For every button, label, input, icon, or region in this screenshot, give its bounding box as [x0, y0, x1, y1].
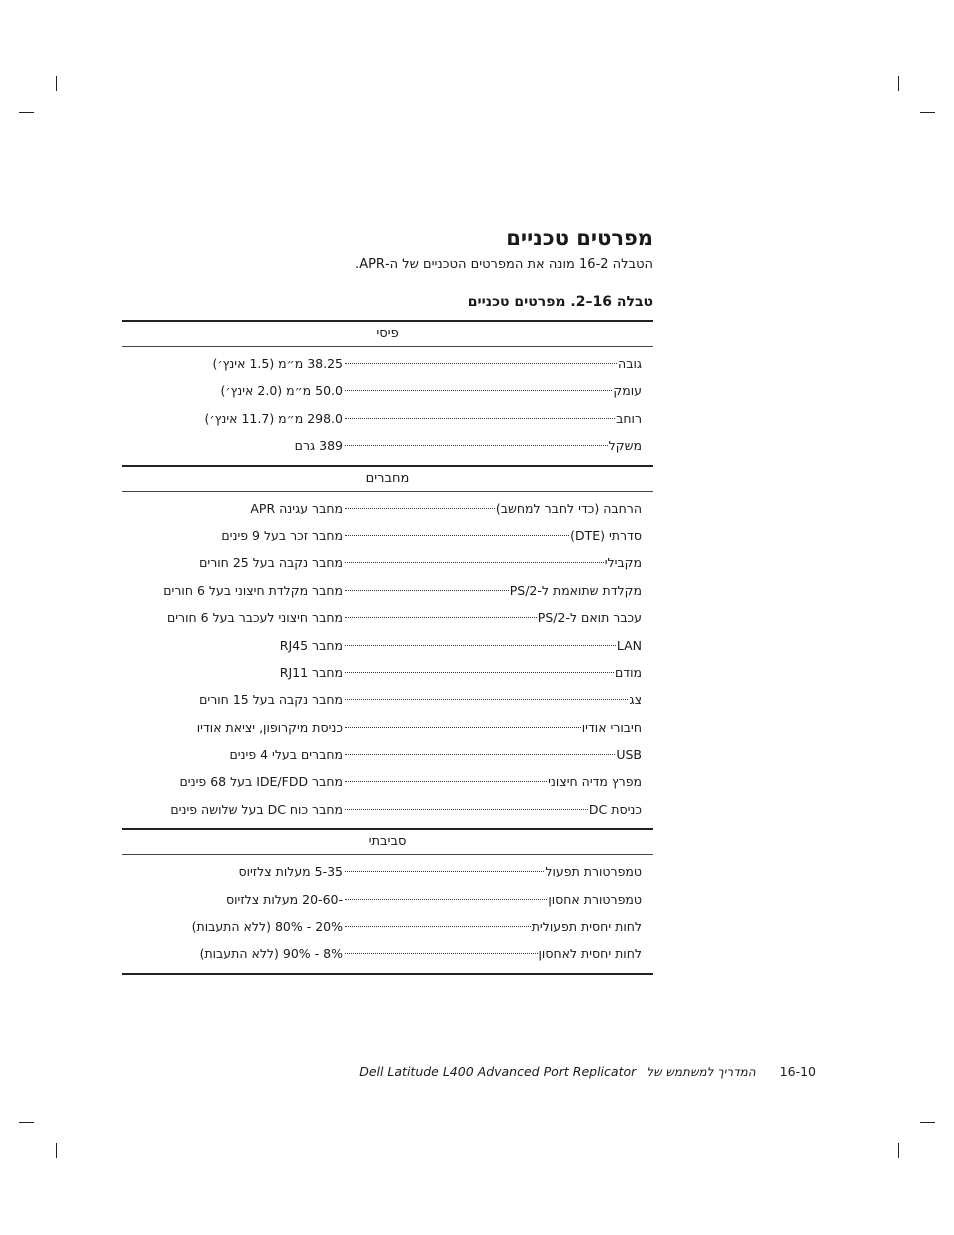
- dot-leader: [345, 754, 615, 755]
- spec-label: לחות יחסית תפעולית: [531, 919, 642, 935]
- spec-label-cell: [344, 886, 642, 913]
- crop-mark: [19, 1122, 34, 1123]
- spec-value: מחבר עגינה APR: [250, 500, 343, 516]
- spec-label: הרחבה (כדי לחבר למחשב): [495, 500, 642, 516]
- spec-value: 8% - 90% (ללא התעבות): [199, 946, 343, 962]
- spec-value: מחבר זכר בעל 9 פינים: [221, 527, 343, 543]
- table-caption: טבלה 16–2. מפרטים טכניים: [467, 294, 653, 310]
- section-heading: סביבתי: [122, 830, 653, 855]
- dot-leader: [345, 699, 628, 700]
- spec-label: רוחב: [616, 410, 642, 426]
- crop-mark: [898, 1143, 899, 1158]
- spec-label: מקבילי: [604, 555, 642, 571]
- crop-mark: [898, 76, 899, 91]
- spec-row: [122, 659, 653, 686]
- spec-label-cell: [344, 549, 642, 576]
- spec-value: 298.0 מ״מ (11.7 אינץ׳): [204, 410, 343, 426]
- spec-label: טמפרטורת תפעול: [545, 864, 642, 880]
- spec-label: מקלדת שתואמת ל-PS/2: [509, 582, 642, 598]
- spec-row: [122, 522, 653, 549]
- dot-leader: [345, 953, 538, 954]
- dot-leader: [345, 926, 531, 927]
- dot-leader: [345, 445, 608, 446]
- spec-label: מודם: [614, 664, 642, 680]
- spec-label-cell: [344, 858, 642, 885]
- spec-label-cell: [344, 377, 642, 404]
- spec-value: 5-35 מעלות צלזיוס: [238, 864, 343, 880]
- spec-row: [122, 768, 653, 795]
- dot-leader: [345, 781, 547, 782]
- spec-row: [122, 432, 653, 459]
- spec-row: [122, 940, 653, 967]
- spec-value: מחבר IDE/FDD בעל 68 פינים: [179, 774, 343, 790]
- spec-label-cell: [344, 632, 642, 659]
- dot-leader: [345, 508, 495, 509]
- crop-mark: [56, 76, 57, 91]
- spec-row: [122, 495, 653, 522]
- dot-leader: [345, 562, 604, 563]
- dot-leader: [345, 590, 509, 591]
- spec-row: [122, 350, 653, 377]
- spec-row: [122, 405, 653, 432]
- spec-label-cell: [344, 432, 642, 459]
- section-rows: [122, 347, 653, 467]
- crop-mark: [920, 112, 935, 113]
- spec-row: [122, 377, 653, 404]
- spec-value: 50.0 מ״מ (2.0 אינץ׳): [220, 383, 343, 399]
- spec-value: מחבר חיצוני לעכבר בעל 6 חורים: [166, 610, 343, 626]
- spec-row: [122, 549, 653, 576]
- spec-label-cell: [344, 405, 642, 432]
- dot-leader: [345, 535, 569, 536]
- dot-leader: [345, 672, 614, 673]
- spec-label: טמפרטורת אחסון: [548, 891, 642, 907]
- spec-row: [122, 741, 653, 768]
- spec-label-cell: [344, 350, 642, 377]
- spec-value: 389 גרם: [294, 438, 343, 454]
- page-number: 16-10: [779, 1064, 816, 1079]
- spec-value: 20% - 80% (ללא התעבות): [191, 919, 343, 935]
- spec-label-cell: [344, 522, 642, 549]
- spec-row: [122, 913, 653, 940]
- spec-row: [122, 714, 653, 741]
- section-rows: [122, 855, 653, 975]
- spec-label-cell: [344, 686, 642, 713]
- spec-label-cell: [344, 604, 642, 631]
- spec-label: מפרץ מדיה חיצוני: [548, 774, 642, 790]
- spec-label: משקל: [608, 438, 642, 454]
- spec-row: [122, 577, 653, 604]
- spec-value: מחבר כוח DC בעל שלושה פינים: [170, 801, 343, 817]
- dot-leader: [345, 809, 588, 810]
- crop-mark: [56, 1143, 57, 1158]
- spec-value: -20-60 מעלות צלזיוס: [226, 891, 343, 907]
- dot-leader: [345, 899, 547, 900]
- spec-value: מחברים בעלי 4 פינים: [229, 747, 343, 763]
- crop-mark: [19, 112, 34, 113]
- section-rows: [122, 492, 653, 831]
- crop-mark: [920, 1122, 935, 1123]
- spec-row: [122, 632, 653, 659]
- spec-row: [122, 886, 653, 913]
- dot-leader: [345, 645, 616, 646]
- spec-table: [122, 320, 653, 975]
- spec-label: חיבורי אודיו: [581, 719, 642, 735]
- spec-label-cell: [344, 714, 642, 741]
- spec-label: עומק: [613, 383, 642, 399]
- spec-label-cell: [344, 659, 642, 686]
- spec-row: [122, 686, 653, 713]
- spec-label-cell: [344, 577, 642, 604]
- spec-label-cell: [344, 741, 642, 768]
- spec-value: מחבר נקבה בעל 25 חורים: [199, 555, 343, 571]
- spec-label-cell: [344, 796, 642, 823]
- spec-label: לחות יחסית לאחסון: [538, 946, 642, 962]
- spec-value: 38.25 מ״מ (1.5 אינץ׳): [212, 356, 343, 371]
- dot-leader: [345, 390, 612, 391]
- spec-row: [122, 858, 653, 885]
- spec-label: סדרתי (DTE): [570, 527, 642, 543]
- footer-guide-title: המדריך למשתמש של: [646, 1065, 756, 1079]
- section-heading: מחברים: [122, 467, 653, 492]
- dot-leader: [345, 617, 537, 618]
- footer-product: Dell Latitude L400 Advanced Port Replicator: [359, 1064, 637, 1079]
- section-heading: פיסי: [122, 322, 653, 347]
- spec-label: עכבר תואם ל-PS/2: [537, 610, 642, 626]
- spec-label-cell: [344, 495, 642, 522]
- spec-label: כניסת DC: [588, 801, 642, 817]
- spec-row: [122, 796, 653, 823]
- spec-value: מחבר נקבה בעל 15 חורים: [199, 692, 343, 708]
- page-title: מפרטים טכניים: [506, 226, 653, 250]
- spec-label-cell: [344, 940, 642, 967]
- spec-label-cell: [344, 768, 642, 795]
- dot-leader: [345, 363, 617, 364]
- spec-label: LAN: [616, 637, 642, 653]
- spec-value: מחבר RJ11: [279, 664, 343, 680]
- spec-row: [122, 604, 653, 631]
- spec-label: USB: [616, 747, 642, 763]
- intro-paragraph: הטבלה 16-2 מונה את המפרטים הטכניים של ה-APR.: [355, 257, 653, 272]
- spec-label: גובה: [618, 356, 642, 371]
- spec-label: צג: [629, 692, 642, 708]
- dot-leader: [345, 871, 544, 872]
- dot-leader: [345, 727, 581, 728]
- dot-leader: [345, 418, 615, 419]
- spec-value: מחבר מקלדת חיצוני בעל 6 חורים: [163, 582, 343, 598]
- spec-value: כניסת מיקרופון, יציאת אודיו: [196, 719, 343, 735]
- spec-value: מחבר RJ45: [279, 637, 343, 653]
- spec-label-cell: [344, 913, 642, 940]
- page-footer: [359, 1064, 816, 1079]
